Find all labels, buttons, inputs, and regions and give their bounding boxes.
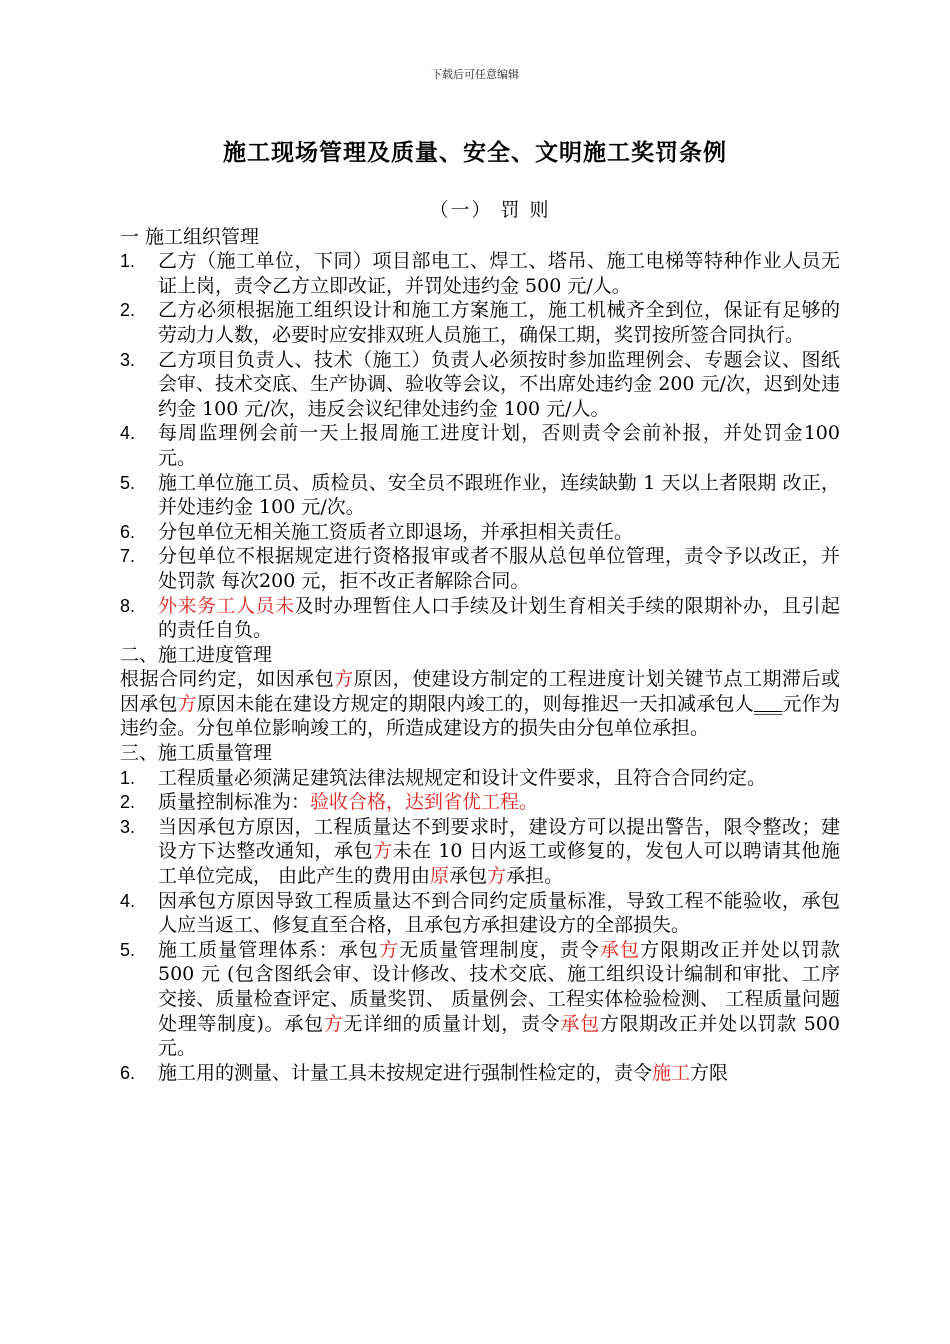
highlighted-text: 方 [373, 840, 393, 863]
text-segment: 未在 10 日内返工或修复的，发包人可以聘请其他施工单位完成， 由此产生的费用由 [158, 840, 840, 888]
text-segment: 根据合同约定，如因承包 [120, 668, 335, 691]
highlighted-text: 承包 [560, 1012, 600, 1035]
item-text [158, 298, 840, 347]
text-segment: 施工用的测量、计量工具未按规定进行强制性检定的，责令 [158, 1061, 653, 1084]
item-text [158, 520, 840, 545]
list-item [120, 520, 840, 545]
highlighted-text: 原 [430, 865, 450, 888]
text-segment: 方限期改正并处以罚款 500 元 (包含图纸会审、设计修改、技术交底、施工组织设计编制和审批、工序交接、质量检查评定、质量奖罚、 质量例会、工程实体检验检测、 工程质量问题处理等制度)。承包 [158, 938, 840, 1035]
item-number: 8. [120, 595, 136, 616]
section-subtitle: （一） 罚 则 [429, 199, 551, 221]
item-text [158, 889, 840, 938]
item-number: 6. [120, 521, 136, 542]
text-segment: 施工质量管理体系：承包 [158, 938, 379, 961]
list-organization [120, 249, 840, 643]
section-heading-2: 二、施工进度管理 [120, 643, 273, 666]
list-item [120, 298, 840, 347]
document-title: 施工现场管理及质量、安全、文明施工奖罚条例 [223, 140, 727, 166]
item-number: 3. [120, 816, 136, 837]
highlighted-text: 方 [487, 865, 507, 888]
list-item [120, 348, 840, 422]
text-segment: 当因承包方原因，工程质量达不到要求时，建设方可以提出警告，限令整改；建设方下达整改通知，承包 [158, 815, 840, 863]
item-text [158, 544, 840, 593]
item-text [158, 471, 840, 520]
item-number: 5. [120, 472, 136, 493]
text-segment: 无详细的质量计划，责令 [343, 1012, 561, 1035]
text-segment: 乙方必须根据施工组织设计和施工方案施工，施工机械齐全到位，保证有足够的劳动力人数，必要时应安排双班人员施工，确保工期，奖罚按所签合同执行。 [158, 299, 840, 346]
list-item [120, 938, 840, 1061]
text-segment: 无质量管理制度，责令 [399, 938, 600, 961]
list-item [120, 249, 840, 298]
highlighted-text: 验收合格，达到省优工程。 [310, 791, 539, 814]
item-number: 4. [120, 423, 136, 444]
item-text [158, 815, 840, 889]
section-heading-1: 一 施工组织管理 [120, 225, 260, 248]
progress-paragraph [120, 667, 840, 741]
item-text [158, 1061, 840, 1086]
text-segment: 方限期改正并处以罚款 500 元。 [158, 1012, 840, 1060]
item-number: 2. [120, 300, 136, 321]
page-header: 下载后可任意编辑 [431, 68, 519, 81]
text-segment: 原因未能在建设方规定的期限内竣工的，则每推迟一天扣减承包人 [196, 692, 754, 715]
item-number: 1. [120, 251, 136, 272]
item-number: 1. [120, 767, 136, 788]
text-segment: 每周监理例会前一天上报周施工进度计划，否则责令会前补报，并处罚金100 元。 [158, 422, 840, 469]
item-text [158, 790, 840, 815]
text-segment: 分包单位无相关施工资质者立即退场，并承担相关责任。 [158, 520, 634, 543]
text-segment: 方限 [690, 1061, 729, 1084]
text-segment: 承担。 [506, 865, 564, 888]
list-item [120, 594, 840, 643]
item-text [158, 594, 840, 643]
text-segment: 元作为违约金。分包单位影响竣工的，所造成建设方的损失由分包单位承担。 [120, 692, 840, 740]
text-segment: 及时办理暂住人口手续及计划生育相关手续的限期补办，且引起的责任自负。 [158, 594, 840, 642]
item-text [158, 766, 840, 791]
item-text [158, 348, 840, 422]
text-segment: 分包单位不根据规定进行资格报审或者不服从总包单位管理，责令予以改正，并处罚款 每次200 元，拒不改正者解除合同。 [158, 545, 840, 592]
highlighted-text: 方 [177, 692, 197, 715]
list-quality [120, 766, 840, 1086]
text-segment: 工程质量必须满足建筑法律法规规定和设计文件要求，且符合合同约定。 [158, 766, 767, 789]
text-segment: 因承包方原因导致工程质量达不到合同约定质量标准，导致工程不能验收，承包人应当返工、修复直至合格，且承包方承担建设方的全部损失。 [158, 889, 840, 937]
highlighted-text: 承包 [599, 938, 641, 961]
list-item [120, 790, 840, 815]
item-number: 7. [120, 546, 136, 567]
item-number: 4. [120, 890, 136, 911]
highlighted-text: 方 [378, 938, 400, 961]
item-number: 2. [120, 792, 136, 813]
document-body [120, 198, 840, 1085]
highlighted-text: 方 [323, 1012, 344, 1035]
item-number: 6. [120, 1062, 136, 1083]
text-segment: 乙方（施工单位，下同）项目部电工、焊工、塔吊、施工电梯等特种作业人员无证上岗，责令乙方立即改证，并罚处违约金 500 元/人。 [158, 250, 840, 297]
highlighted-text: 方 [334, 668, 354, 691]
text-segment: 承包 [449, 865, 488, 888]
list-item [120, 421, 840, 470]
item-text [158, 938, 840, 1061]
section-heading-3: 三、施工质量管理 [120, 742, 273, 765]
list-item [120, 544, 840, 593]
text-segment: 乙方项目负责人、技术（施工）负责人必须按时参加监理例会、专题会议、图纸会审、技术交底、生产协调、验收等会议，不出席处违约金 200 元/次，迟到处违约金 100 元/次，违反会议纪律处违约金 100 元/人。 [158, 348, 840, 420]
highlighted-text: 外来务工人员未 [158, 594, 295, 617]
item-number: 5. [120, 939, 136, 960]
text-segment: 施工单位施工员、质检员、安全员不跟班作业，连续缺勤 1 天以上者限期 改正，并处违约金 100 元/次。 [158, 471, 840, 519]
text-segment: 原因，使建设方制定的工程进度计划关键节点工期滞后或因承包 [120, 668, 840, 715]
list-item [120, 766, 840, 791]
list-item [120, 889, 840, 938]
list-item [120, 815, 840, 889]
item-text [158, 249, 840, 298]
item-text [158, 421, 840, 470]
highlighted-text: 施工 [652, 1061, 691, 1084]
item-number: 3. [120, 349, 136, 370]
blank-field: ___ [753, 692, 783, 715]
text-segment: 质量控制标准为： [158, 791, 311, 814]
list-item [120, 471, 840, 520]
list-item [120, 1061, 840, 1086]
